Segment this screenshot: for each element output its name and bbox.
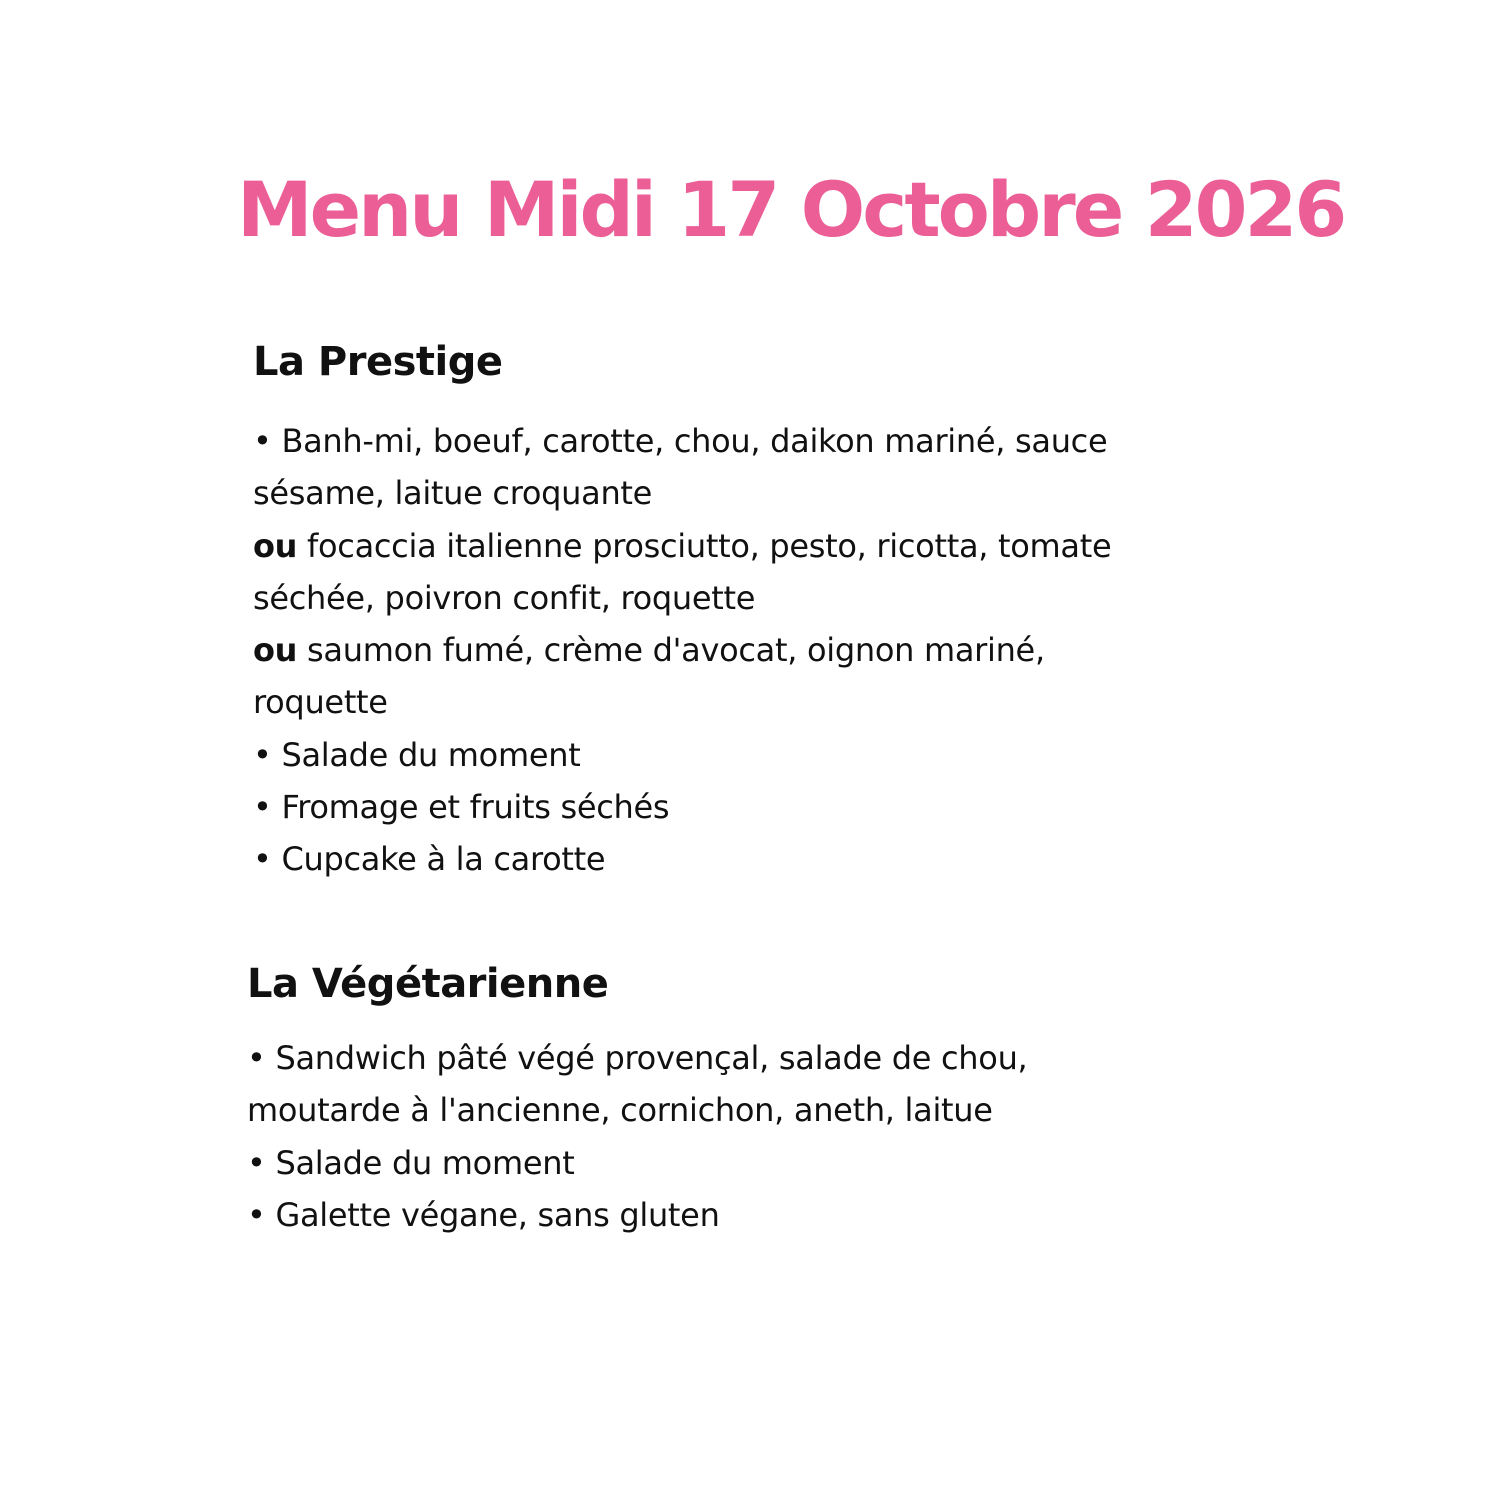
or-keyword: ou [253,631,298,670]
menu-line [247,1084,1260,1136]
menu-line [253,781,1266,833]
menu-line [253,676,1266,728]
line-text: moutarde à l'ancienne, cornichon, aneth, laitue [247,1091,993,1130]
line-text: • Cupcake à la carotte [253,840,606,879]
menu-line [247,1189,1260,1241]
menu-title: Menu Midi 17 Octobre 2026 [237,165,1345,254]
line-text: sésame, laitue croquante [253,474,653,513]
line-text: saumon fumé, crème d'avocat, oignon mariné, [297,631,1045,670]
menu-line [247,1032,1260,1084]
line-text: séchée, poivron confit, roquette [253,578,756,617]
menu-line [253,729,1266,781]
line-text: roquette [253,683,388,722]
line-text: • Galette végane, sans gluten [247,1195,720,1234]
menu-line [253,415,1266,467]
menu-line [253,467,1266,519]
line-text: • Fromage et fruits séchés [253,788,670,827]
section-la-vegetarienne [247,958,1260,1241]
line-text: • Sandwich pâté végé provençal, salade de chou, [247,1039,1028,1077]
section-heading: La Prestige [253,339,503,385]
menu-line [253,572,1266,624]
line-text: • Banh-mi, boeuf, carotte, chou, daikon mariné, sauce [253,422,1108,460]
menu-line [253,624,1266,676]
section-la-prestige [253,336,1266,886]
menu-line [247,1137,1260,1189]
menu-line [253,833,1266,885]
line-text: • Salade du moment [253,735,581,774]
line-text: • Salade du moment [247,1143,575,1182]
section-heading: La Végétarienne [247,961,609,1007]
menu-line [253,520,1266,572]
or-keyword: ou [253,526,298,565]
line-text: focaccia italienne prosciutto, pesto, ricotta, tomate [297,526,1112,565]
